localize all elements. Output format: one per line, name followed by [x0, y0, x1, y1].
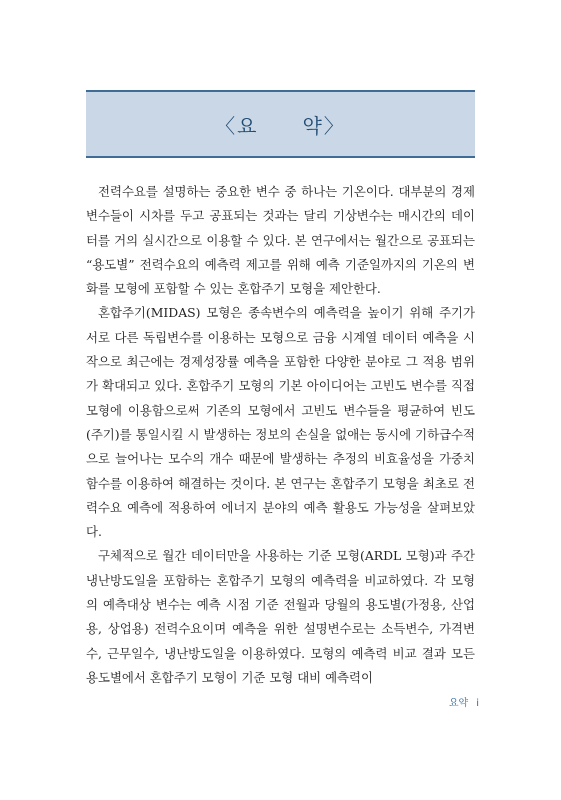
footer-section-label: 요약	[448, 698, 469, 709]
paragraph: 혼합주기(MIDAS) 모형은 종속변수의 예측력을 높이기 위해 주기가 서로 다른 독립변수를 이용하는 모형으로 금융 시계열 데이터 예측을 시작으로 최근에는 경제성장률 예측을 포함한 다양한 분야로 그 적용 범위가 확대되고 있다. 혼합주기 모형의 기본 아이디어는 고빈도 변수를 직접 모형에 이용함으로써 기존의 모형에서 고빈도 변수들을 평균하여 빈도(주기)를 통일시킬 시 발생하는 정보의 손실을 없애는 동시에 기하급수적으로 늘어나는 모수의 개수 때문에 발생하는 추정의 비효율성을 가중치 함수를 이용하여 해결하는 것이다. 본 연구는 혼합주기 모형을 최초로 전력수요 예측에 적용하여 에너지 분야의 예측 활용도 가능성을 살펴보았다.	[86, 305, 475, 540]
paragraph: 구체적으로 월간 데이터만을 사용하는 기준 모형(ARDL 모형)과 주간 냉난방도일을 포함하는 혼합주기 모형의 예측력을 비교하였다. 각 모형의 예측대상 변수는 예측 시점 기준 전월과 당월의 용도별(가정용, 산업용, 상업용) 전력수요이며 예측을 위한 설명변수로는 소득변수, 가격변수, 근무일수, 냉난방도일을 이용하였다. 모형의 예측력 비교 결과 모든 용도별에서 혼합주기 모형이 기준 모형 대비 예측력이	[86, 548, 475, 685]
paragraph: 전력수요를 설명하는 중요한 변수 중 하나는 기온이다. 대부분의 경제 변수들이 시차를 두고 공표되는 것과는 달리 기상변수는 매시간의 데이터를 거의 실시간으로 이용할 수 있다. 본 연구에서는 월간으로 공표되는 “용도별” 전력수요의 예측력 제고를 위해 예측 기준일까지의 기온의 변화를 모형에 포함할 수 있는 혼합주기 모형을 제안한다.	[86, 184, 475, 297]
page-title: 〈요 약〉	[215, 113, 346, 138]
page-number: i	[476, 698, 479, 709]
page-footer	[449, 694, 479, 709]
title-banner	[86, 90, 475, 158]
summary-body	[86, 180, 475, 690]
